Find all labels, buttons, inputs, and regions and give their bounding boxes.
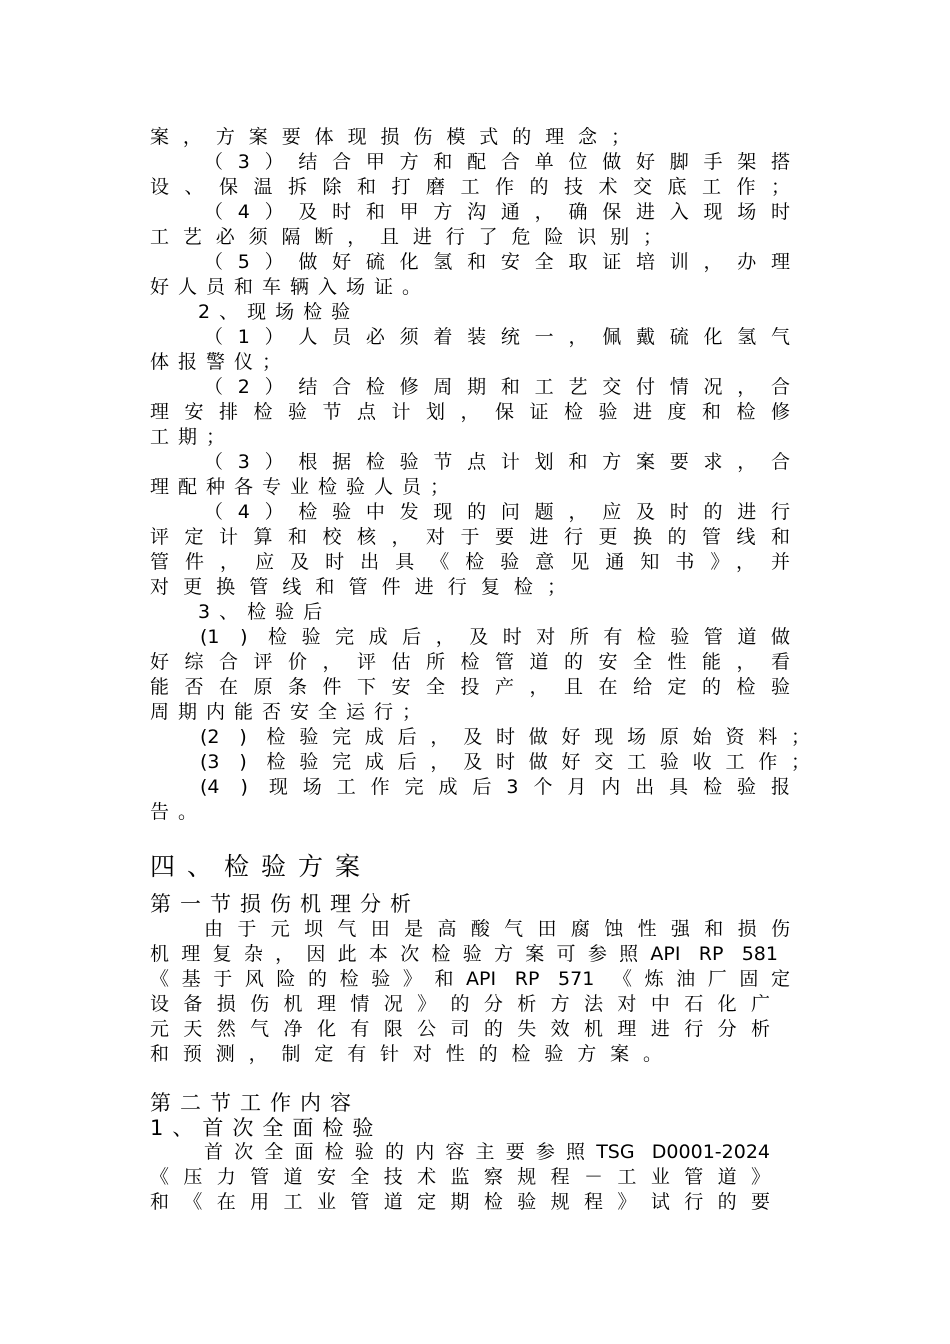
text-line: 《压力管道安全技术监察规程－工业管道》 (150, 1166, 770, 1188)
text-line: 《基于风险的检验》和API RP 571 《炼油厂固定 (150, 968, 790, 990)
text-line: 理配种各专业检验人员； (150, 476, 459, 498)
text-line: 设、保温拆除和打磨工作的技术交底工作； (150, 176, 790, 198)
text-line: （4）检验中发现的问题，应及时的进行 (204, 501, 790, 523)
text-line: （5）做好硫化氢和安全取证培训，办理 (204, 251, 790, 273)
text-line: （3）结合甲方和配合单位做好脚手架搭 (204, 151, 790, 173)
subsection-heading: 第二节工作内容 (150, 1091, 360, 1115)
text-line: 案，方案要体现损伤模式的理念； (150, 126, 630, 148)
subsection-heading: 2、现场检验 (198, 301, 360, 323)
text-line: 能否在原条件下安全投产，且在给定的检验 (150, 676, 790, 698)
text-line: （3）根据检验节点计划和方案要求，合 (204, 451, 790, 473)
text-line: (4 ) 现场工作完成后3个月内出具检验报 (200, 776, 790, 798)
text-line: 元天然气净化有限公司的失效机理进行分析 (150, 1018, 770, 1040)
text-line: 工期； (150, 426, 235, 448)
text-line: 工艺必须隔断，且进行了危险识别； (150, 226, 662, 248)
text-line: （2）结合检修周期和工艺交付情况，合 (204, 376, 790, 398)
text-line: 由于元坝气田是高酸气田腐蚀性强和损伤 (204, 918, 790, 940)
text-line: 和《在用工业管道定期检验规程》试行的要 (150, 1191, 770, 1213)
text-line: 好人员和车辆入场证。 (150, 276, 431, 298)
text-line: (2 ) 检验完成后，及时做好现场原始资料； (200, 726, 810, 748)
text-line: 好综合评价，评估所检管道的安全性能，看 (150, 651, 790, 673)
text-line: (3 ) 检验完成后，及时做好交工验收工作； (200, 751, 810, 773)
text-line: 机理复杂，因此本次检验方案可参照API RP 581 (150, 943, 778, 965)
text-line: 体报警仪； (150, 351, 291, 373)
text-line: 评定计算和校核，对于要进行更换的管线和 (150, 526, 790, 548)
subsection-heading: 第一节损伤机理分析 (150, 892, 420, 916)
text-line: （4）及时和甲方沟通，确保进入现场时 (204, 201, 790, 223)
text-line: 设备损伤机理情况》的分析方法对中石化广 (150, 993, 770, 1015)
text-line: 管件，应及时出具《检验意见通知书》，并 (150, 551, 790, 573)
text-line: 周期内能否安全运行； (150, 701, 431, 723)
subsection-heading: 3、检验后 (198, 601, 332, 623)
text-line: 首次全面检验的内容主要参照TSG D0001-2024 (204, 1141, 770, 1163)
subsection-heading: 1、首次全面检验 (150, 1116, 383, 1140)
text-line: 对更换管线和管件进行复检； (150, 576, 566, 598)
text-line: 告。 (150, 801, 207, 823)
text-line: (1 ) 检验完成后，及时对所有检验管道做 (200, 626, 790, 648)
section-heading: 四、检验方案 (150, 852, 373, 881)
text-line: （1）人员必须着装统一，佩戴硫化氢气 (204, 326, 790, 348)
text-line: 和预测，制定有针对性的检验方案。 (150, 1043, 662, 1065)
text-line: 理安排检验节点计划，保证检验进度和检修 (150, 401, 790, 423)
